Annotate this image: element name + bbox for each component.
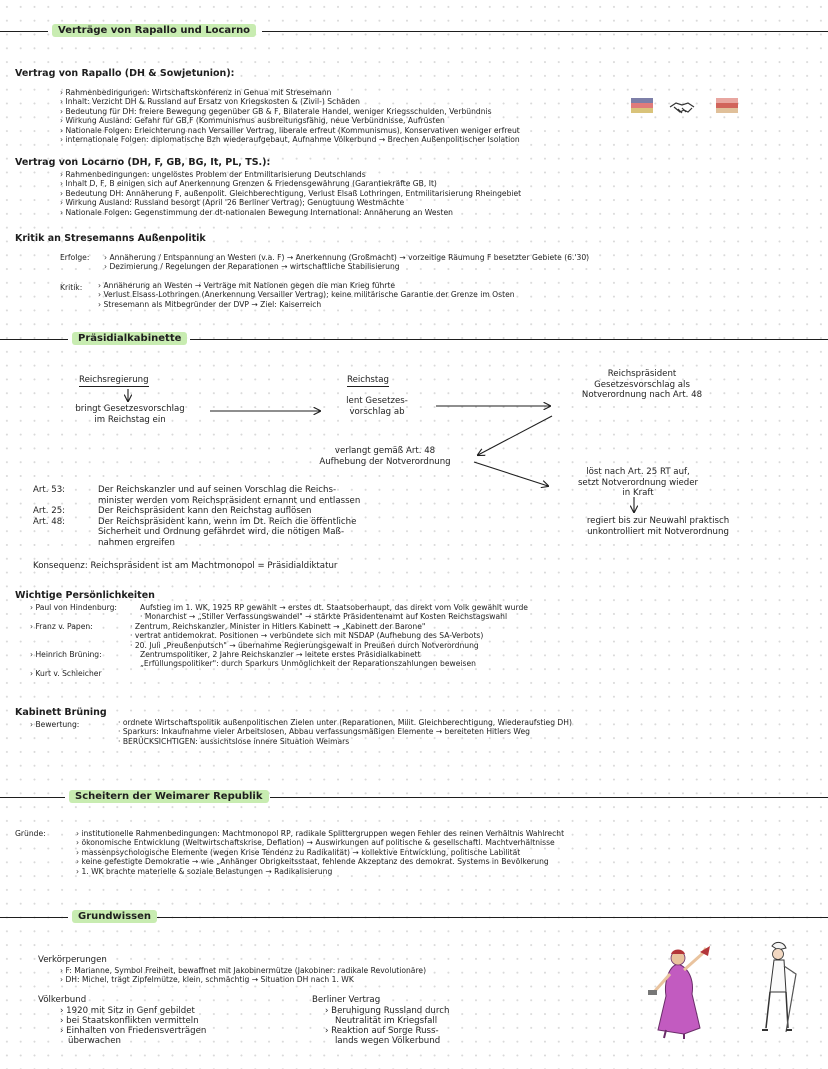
person-hindenburg [30, 603, 528, 622]
arrow-to-verlangt [478, 416, 552, 455]
berliner-list [325, 1006, 449, 1046]
bruening-list [118, 718, 572, 746]
section-title-rapallo-locarno: Verträge von Rapallo und Locarno [52, 24, 256, 37]
note-line: · vertrat antidemokrat. Positionen → verbündete sich mit NSDAP (Aufhebung des SA-Verbots) [130, 631, 484, 641]
person-notes [140, 603, 528, 622]
diagram-line: regiert bis zur Neuwahl praktisch [586, 516, 730, 526]
note-line: › Annäherung / Entspannung an Westen (v.a. F) → Anerkennung (Großmacht) → vorzeitige Räumung F besetzter Gebiete (6.'30) [104, 253, 590, 262]
note-line: › Wirkung Ausland: Gefahr für GB,F (Kommunismus ausbreitungsfähig, neue Verbündnisse, Aufrüsten [60, 116, 445, 126]
diagram-line: in Kraft [622, 488, 654, 499]
section-title-grundwissen: Grundwissen [72, 910, 157, 923]
note-line: · Zentrum, Reichskanzler, Minister in Hitlers Kabinett → „Kabinett der Barone" [130, 621, 426, 631]
marianne-icon [640, 944, 720, 1040]
article-text: Der Reichspräsident kann den Reichstag auflösen [98, 506, 312, 517]
persons-heading: Wichtige Persönlichkeiten [15, 590, 155, 601]
voelkerbund-list [60, 1006, 206, 1046]
note-line: › Nationale Folgen: Gegenstimmung der dt-nationalen Bewegung International: Annäherung an Westen [60, 207, 453, 217]
note-line: › Wirkung Ausland: Russland besorgt (April '26 Berliner Vertrag); Genugtuung Westmächte [60, 198, 405, 208]
diagram-line: im Reichstag ein [94, 414, 166, 425]
article-53 [33, 485, 360, 506]
person-papen [30, 622, 528, 650]
person-name: › Franz v. Papen: [30, 621, 93, 631]
person-name: › Paul von Hindenburg: [30, 603, 117, 612]
person-name: › Heinrich Brüning: [30, 650, 102, 660]
person-notes [140, 650, 476, 669]
article-line: Der Reichspräsident kann, wenn im Dt. Reich die öffentliche [98, 516, 357, 527]
voelkerbund-heading: Völkerbund [38, 995, 87, 1005]
erfolge-label: Erfolge: [60, 253, 90, 262]
note-line: › institutionelle Rahmenbedingungen: Machtmonopol RP, radikale Splittergruppen wegen Fehler des reinen Verhältnis Wahlrecht [76, 829, 565, 838]
article-line: minister werden vom Reichspräsident ernannt und entlassen [98, 495, 361, 506]
verkoerperungen-list [60, 966, 426, 985]
note-line: › Rahmenbedingungen: ungelöstes Problem der Entmilitarisierung Deutschlands [60, 170, 366, 179]
note-line: › Beruhigung Russland durch [325, 1006, 450, 1016]
bruening-label: › Bewertung: [30, 720, 80, 729]
section-rule [154, 917, 828, 918]
section-rule [270, 797, 828, 798]
note-line: · Monarchist → „Stiller Verfassungswandel" → stärkte Präsidentenamt auf Kosten Reichstagswahl [140, 612, 508, 622]
note-line: › Einhalten von Friedensverträgen [60, 1026, 207, 1036]
konsequenz: Konsequenz: Reichspräsident ist am Machtmonopol = Präsidialdiktatur [33, 561, 338, 571]
section-title-scheitern: Scheitern der Weimarer Republik [69, 790, 269, 803]
diagram-line: setzt Notverordnung wieder [577, 477, 699, 488]
note-line: › Reaktion auf Sorge Russ- [325, 1026, 439, 1036]
arrow-to-loest [474, 462, 548, 486]
note-line: · 20. Juli „Preußenputsch" → übernahme Regierungsgewalt in Preußen durch Notverordnung [130, 640, 479, 650]
diagram-reichsregierung: Reichsregierung [79, 375, 149, 385]
article-25 [33, 506, 360, 517]
persons-list [30, 603, 528, 678]
note-line: › internationale Folgen: diplomatische Bzh wiederaufgebaut, Aufnahme Völkerbund → Brechen Außenpolitischer Isolation [60, 135, 520, 145]
note-line: › DH: Michel, trägt Zipfelmütze, klein, schmächtig → Situation DH nach 1. WK [60, 975, 354, 985]
note-line: Zentrumspolitiker, 2 Jahre Reichskanzler → leitete erstes Präsidialkabinett [140, 650, 421, 660]
diagram-line: unkontrolliert mit Notverordnung [587, 526, 729, 537]
note-line: · Sparkurs: Inkaufnahme vieler Arbeitslosen, Abbau verfassungsmäßigen Elemente → bereiteten Hitlers Weg [118, 727, 530, 737]
note-line: › Dezimierung / Regelungen der Reparationen → wirtschaftliche Stabilisierung [104, 262, 400, 272]
locarno-heading: Vertrag von Locarno (DH, F, GB, BG, It, PL, TS.): [15, 157, 271, 168]
diagram-line: vorschlag ab [349, 406, 405, 417]
bruening-heading: Kabinett Brüning [15, 707, 107, 718]
note-line: Neutralität im Kriegsfall [335, 1016, 438, 1026]
note-line: › Stresemann als Mitbegründer der DVP → Ziel: Kaiserreich [98, 299, 322, 309]
article-line: nahmen ergreifen [98, 537, 175, 548]
kritik-label: Kritik: [60, 283, 83, 292]
article-line: Sicherheit und Ordnung gefährdet wird, die nötigen Maß- [98, 527, 345, 538]
article-text [98, 485, 360, 506]
note-line: · ordnete Wirtschaftspolitik außenpolitischen Zielen unter (Reparationen, Milit. Gleichberechtigung, Wiederaufstieg DH) [118, 718, 572, 727]
note-line: lands wegen Völkerbund [335, 1036, 441, 1046]
note-line: Aufstieg im 1. WK, 1925 RP gewählt → erstes dt. Staatsoberhaupt, das direkt vom Volk gewählt wurde [140, 603, 528, 612]
kritik-heading: Kritik an Stresemanns Außenpolitik [15, 233, 206, 244]
article-label: Art. 53: [33, 485, 66, 495]
note-line: › Annäherung an Westen → Verträge mit Nationen gegen die man Krieg führte [98, 281, 396, 290]
berliner-heading: Berliner Vertrag [312, 995, 381, 1005]
note-line: „Erfüllungspolitiker": durch Sparkurs Unmöglichkeit der Reparationszahlungen beweisen [140, 659, 476, 669]
diagram-line: bringt Gesetzesvorschlag [75, 404, 185, 414]
diagram-line: lent Gesetzes- [346, 396, 408, 406]
gruende-list [76, 829, 564, 876]
note-line: › Nationale Folgen: Erleichterung nach Versailler Vertrag, liberale erfreut (Kommunismus), Konservativen weniger erfreut [60, 125, 520, 135]
article-text [98, 517, 356, 549]
note-line: › F: Marianne, Symbol Freiheit, bewaffnet mit Jakobinermütze (Jakobiner: radikale Revolutionäre) [60, 966, 427, 975]
note-line: · BERÜCKSICHTIGEN: aussichtslose innere Situation Weimars [118, 736, 350, 746]
diagram-line: verlangt gemäß Art. 48 [334, 446, 436, 456]
person-schleicher: › Kurt v. Schleicher [30, 668, 102, 678]
article-label: Art. 48: [33, 516, 66, 527]
note-line: › keine gefestigte Demokratie → wie „Anhänger Obrigkeitsstaat, fehlende Akzeptanz des demokrat. Systems in Bevölkerung [76, 857, 549, 867]
diagram-rp-title: Reichspräsident [607, 369, 677, 379]
diagram-line: Gesetzesvorschlag als [594, 379, 690, 390]
note-line: überwachen [68, 1036, 121, 1046]
note-line: › 1. WK brachte materielle & soziale Belastungen → Radikalisierung [76, 866, 333, 876]
person-bruening [30, 650, 528, 669]
diagram-line: löst nach Art. 25 RT auf, [586, 467, 690, 477]
note-line: › Verlust Elsass-Lothringen (Anerkennung Versailler Vertrag); keine militärische Garantie der Grenze im Osten [98, 290, 515, 300]
article-line: Der Reichskanzler und auf seinen Vorschlag die Reichs- [98, 485, 337, 495]
note-line: › Bedeutung für DH: freiere Bewegung gegenüber GB & F, Bilaterale Handel, weniger Kriegsschulden, Verbündnis [60, 106, 492, 116]
section-title-praesidial: Präsidialkabinette [72, 332, 187, 345]
note-line: › Inhalt: Verzicht DH & Russland auf Ersatz von Kriegskosten & (Zivil-) Schäden [60, 97, 360, 107]
diagram-line: Notverordnung nach Art. 48 [581, 390, 703, 401]
note-line: › Bedeutung DH: Annäherung F, außenpolit. Gleichberechtigung, Verlust Elsaß Lothringen, Entmilitarisierung Rheingebiet [60, 188, 522, 198]
section-rule [0, 797, 65, 798]
note-line: › Rahmenbedingungen: Wirtschaftskonferenz in Genua mit Stresemann [60, 88, 332, 97]
note-line: › massenpsychologische Elemente (wegen Krise Tendenz zu Radikalität) → kollektive Entwicklung, politische Labilität [76, 847, 521, 857]
article-label: Art. 25: [33, 506, 66, 517]
note-line: › Inhalt D, F, B einigen sich auf Anerkennung Grenzen & Friedensgewährung (Garantiekräfte GB, It) [60, 179, 437, 189]
note-line: › bei Staatskonflikten vermitteln [60, 1016, 199, 1026]
articles [33, 485, 360, 549]
verkoerperungen-heading: Verkörperungen [38, 955, 107, 965]
section-rule [0, 917, 68, 918]
note-line: › 1920 mit Sitz in Genf gebildet [60, 1006, 195, 1016]
michel-icon [748, 940, 808, 1038]
note-line: › ökonomische Entwicklung (Weltwirtschaftskrise, Deflation) → Auswirkungen auf politische & gesellschaftl. Machtverhältnisse [76, 838, 555, 848]
gruende-label: Gründe: [15, 829, 46, 838]
diagram-reichstag: Reichstag [347, 375, 389, 385]
rapallo-heading: Vertrag von Rapallo (DH & Sowjetunion): [15, 68, 235, 79]
article-48 [33, 517, 360, 549]
person-notes [130, 622, 483, 650]
diagram-line: Aufhebung der Notverordnung [319, 456, 451, 467]
